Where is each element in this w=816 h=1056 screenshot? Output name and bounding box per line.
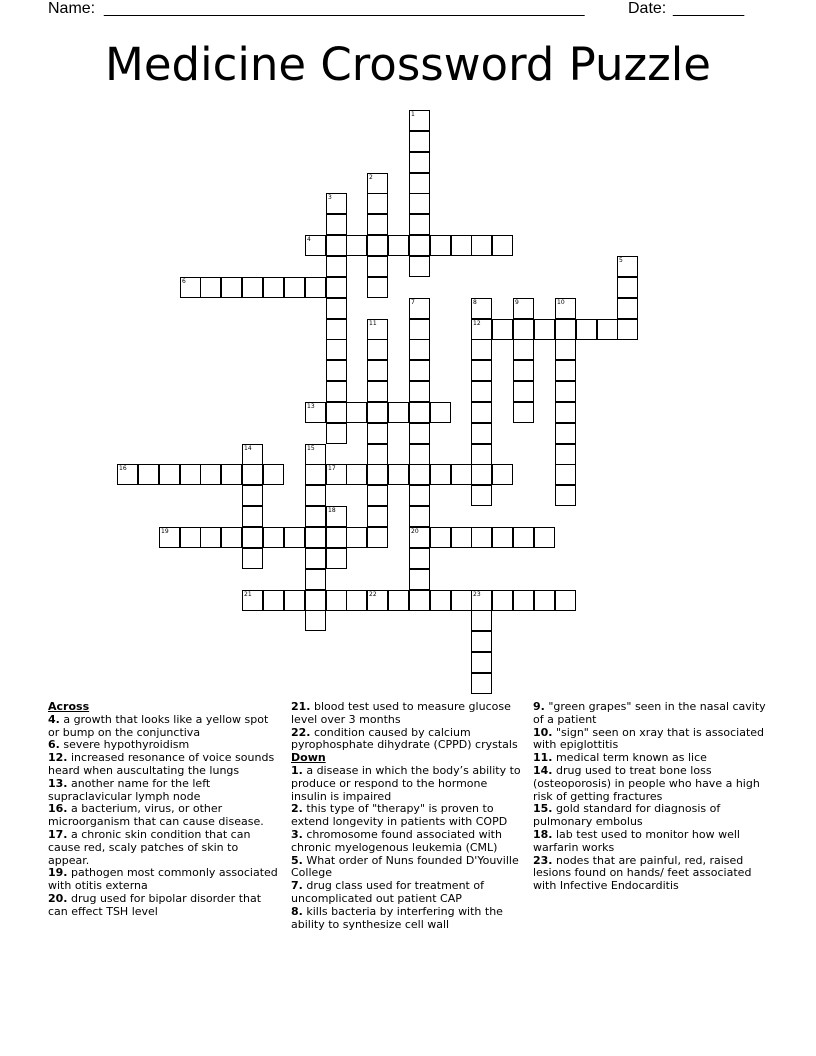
grid-cell[interactable]	[326, 339, 347, 360]
clues-column-2	[291, 701, 523, 931]
clue-number-label: 10	[557, 299, 565, 306]
clue-number-label: 11	[369, 320, 377, 327]
grid-cell[interactable]	[451, 464, 472, 485]
grid-cell[interactable]	[409, 298, 430, 319]
grid-cell[interactable]	[555, 590, 576, 611]
clue-text: kills bacteria by interfering with the ability to synthesize cell wall	[291, 904, 503, 931]
grid-cell[interactable]	[346, 402, 367, 423]
grid-cell[interactable]	[221, 527, 242, 548]
clue-text: nodes that are painful, red, raised lesions found on hands/ feet associated with Infective Endocarditis	[533, 853, 752, 893]
grid-cell[interactable]	[367, 277, 388, 298]
grid-cell[interactable]	[451, 235, 472, 256]
grid-cell[interactable]	[471, 631, 492, 652]
grid-cell[interactable]	[409, 173, 430, 194]
grid-cell[interactable]	[617, 277, 638, 298]
clue-text: lab test used to monitor how well warfarin works	[533, 827, 740, 854]
grid-cell[interactable]	[471, 485, 492, 506]
grid-cell[interactable]	[159, 464, 180, 485]
grid-cell[interactable]	[346, 235, 367, 256]
grid-cell[interactable]	[242, 506, 263, 527]
grid-cell[interactable]	[367, 506, 388, 527]
grid-cell[interactable]	[555, 381, 576, 402]
grid-cell[interactable]	[471, 360, 492, 381]
clue-text: pathogen most commonly associated with otitis externa	[48, 866, 278, 893]
grid-cell[interactable]	[471, 339, 492, 360]
grid-cell[interactable]	[471, 527, 492, 548]
grid-cell[interactable]	[326, 527, 347, 548]
grid-cell[interactable]	[471, 590, 492, 611]
grid-cell[interactable]	[430, 590, 451, 611]
grid-cell[interactable]	[409, 256, 430, 277]
clue-text: a growth that looks like a yellow spot or bump on the conjunctiva	[48, 712, 269, 739]
across-clue-22	[291, 727, 523, 753]
down-clue-14	[533, 765, 769, 803]
clue-number-label: 7	[411, 299, 415, 306]
clue-number-label: 19	[161, 528, 169, 535]
clue-number-label: 18	[328, 507, 336, 514]
clue-number: 4.	[48, 712, 60, 726]
down-clue-8	[291, 906, 523, 932]
clue-number: 11.	[533, 751, 553, 765]
grid-cell[interactable]	[534, 319, 555, 340]
clues-column-1	[48, 701, 278, 919]
clue-text: drug class used for treatment of uncomplicated out patient CAP	[291, 879, 484, 905]
clue-number: 18.	[533, 827, 553, 841]
grid-cell[interactable]	[492, 590, 513, 611]
clue-number: 22.	[291, 725, 311, 739]
grid-cell[interactable]	[200, 527, 221, 548]
grid-cell[interactable]	[242, 444, 263, 465]
grid-cell[interactable]	[409, 360, 430, 381]
grid-cell[interactable]	[326, 214, 347, 235]
grid-cell[interactable]	[367, 193, 388, 214]
clue-number: 6.	[48, 738, 60, 752]
clue-number: 5.	[291, 853, 303, 867]
grid-cell[interactable]	[326, 360, 347, 381]
grid-cell[interactable]	[471, 319, 492, 340]
clue-text: chromosome found associated with chronic myelogenous leukemia (CML)	[291, 827, 502, 854]
grid-cell[interactable]	[346, 590, 367, 611]
clue-number-label: 14	[244, 445, 252, 452]
grid-cell[interactable]	[409, 423, 430, 444]
clue-number-label: 4	[307, 236, 311, 243]
grid-cell[interactable]	[513, 319, 534, 340]
clue-number-label: 3	[328, 194, 332, 201]
clues-column-3	[533, 701, 769, 893]
grid-cell[interactable]	[284, 590, 305, 611]
clue-text: What order of Nuns founded D'Youville College	[291, 853, 519, 880]
grid-cell[interactable]	[513, 527, 534, 548]
grid-cell[interactable]	[305, 548, 326, 569]
grid-cell[interactable]	[284, 527, 305, 548]
clue-text: this type of "therapy" is proven to extend longevity in patients with COPD	[291, 802, 508, 829]
grid-cell[interactable]	[409, 590, 430, 611]
grid-cell[interactable]	[180, 464, 201, 485]
grid-cell[interactable]	[430, 402, 451, 423]
clue-text: blood test used to measure glucose level over 3 months	[291, 700, 511, 726]
grid-cell[interactable]	[326, 506, 347, 527]
clue-number: 1.	[291, 763, 303, 777]
clue-number: 16.	[48, 802, 68, 816]
grid-cell[interactable]	[555, 360, 576, 381]
grid-cell[interactable]	[409, 402, 430, 423]
grid-cell[interactable]	[597, 319, 618, 340]
grid-cell[interactable]	[367, 381, 388, 402]
clue-number-label: 1	[411, 111, 415, 118]
across-clue-12	[48, 752, 278, 778]
grid-cell[interactable]	[367, 256, 388, 277]
grid-cell[interactable]	[305, 277, 326, 298]
grid-cell[interactable]	[221, 277, 242, 298]
down-clue-23	[533, 855, 769, 893]
clue-text: a chronic skin condition that can cause red, scaly patches of skin to appear.	[48, 827, 251, 867]
grid-cell[interactable]	[471, 423, 492, 444]
grid-cell[interactable]	[409, 193, 430, 214]
grid-cell[interactable]	[263, 527, 284, 548]
grid-cell[interactable]	[326, 402, 347, 423]
grid-cell[interactable]	[555, 485, 576, 506]
name-field-line[interactable]: ______________________________________________________	[104, 0, 585, 17]
date-field-line[interactable]: ________	[673, 0, 745, 17]
across-heading: Across	[48, 700, 90, 713]
grid-cell[interactable]	[326, 423, 347, 444]
grid-cell[interactable]	[367, 527, 388, 548]
grid-cell[interactable]	[555, 339, 576, 360]
across-clue-19	[48, 867, 278, 893]
grid-cell[interactable]	[242, 277, 263, 298]
grid-cell[interactable]	[367, 339, 388, 360]
clue-number: 8.	[291, 904, 303, 918]
grid-cell[interactable]	[409, 527, 430, 548]
down-clue-2	[291, 803, 523, 829]
grid-cell[interactable]	[409, 381, 430, 402]
grid-cell[interactable]	[221, 464, 242, 485]
grid-cell[interactable]	[513, 298, 534, 319]
down-clue-15	[533, 803, 769, 829]
grid-cell[interactable]	[409, 235, 430, 256]
grid-cell[interactable]	[513, 339, 534, 360]
down-clue-5	[291, 855, 523, 881]
grid-cell[interactable]	[471, 673, 492, 694]
grid-cell[interactable]	[326, 381, 347, 402]
grid-cell[interactable]	[409, 131, 430, 152]
clue-number-label: 17	[328, 465, 336, 472]
grid-cell[interactable]	[430, 527, 451, 548]
grid-cell[interactable]	[555, 444, 576, 465]
clue-number: 14.	[533, 763, 553, 777]
clue-number-label: 16	[119, 465, 127, 472]
across-clue-17	[48, 829, 278, 867]
clue-number: 2.	[291, 802, 303, 816]
grid-cell[interactable]	[326, 464, 347, 485]
clue-number: 19.	[48, 866, 68, 880]
grid-cell[interactable]	[180, 527, 201, 548]
clue-number-label: 20	[411, 528, 419, 535]
grid-cell[interactable]	[471, 610, 492, 631]
grid-cell[interactable]	[430, 235, 451, 256]
grid-cell[interactable]	[409, 110, 430, 131]
across-clue-20	[48, 893, 278, 919]
grid-cell[interactable]	[242, 485, 263, 506]
grid-cell[interactable]	[305, 444, 326, 465]
grid-cell[interactable]	[242, 464, 263, 485]
grid-cell[interactable]	[367, 173, 388, 194]
grid-cell[interactable]	[617, 319, 638, 340]
down-clue-18	[533, 829, 769, 855]
clue-number-label: 6	[182, 278, 186, 285]
grid-cell[interactable]	[409, 506, 430, 527]
grid-cell[interactable]	[263, 590, 284, 611]
grid-cell[interactable]	[388, 464, 409, 485]
grid-cell[interactable]	[326, 319, 347, 340]
grid-cell[interactable]	[159, 527, 180, 548]
clue-number-label: 15	[307, 445, 315, 452]
grid-cell[interactable]	[388, 235, 409, 256]
grid-cell[interactable]	[305, 235, 326, 256]
grid-cell[interactable]	[513, 381, 534, 402]
grid-cell[interactable]	[346, 464, 367, 485]
clue-text: "green grapes" seen in the nasal cavity of a patient	[533, 700, 766, 726]
grid-cell[interactable]	[326, 256, 347, 277]
grid-cell[interactable]	[471, 652, 492, 673]
grid-cell[interactable]	[555, 464, 576, 485]
down-heading: Down	[291, 751, 326, 765]
grid-cell[interactable]	[367, 319, 388, 340]
grid-cell[interactable]	[471, 444, 492, 465]
grid-cell[interactable]	[242, 590, 263, 611]
grid-cell[interactable]	[471, 381, 492, 402]
grid-cell[interactable]	[305, 569, 326, 590]
clue-number-label: 8	[473, 299, 477, 306]
grid-cell[interactable]	[367, 423, 388, 444]
grid-cell[interactable]	[534, 527, 555, 548]
clue-number: 10.	[533, 725, 553, 739]
grid-cell[interactable]	[367, 464, 388, 485]
page-title: Medicine Crossword Puzzle	[105, 38, 711, 91]
grid-cell[interactable]	[305, 485, 326, 506]
grid-cell[interactable]	[492, 319, 513, 340]
grid-cell[interactable]	[138, 464, 159, 485]
header	[0, 0, 816, 22]
clue-number-label: 21	[244, 591, 252, 598]
grid-cell[interactable]	[326, 298, 347, 319]
clue-text: drug used to treat bone loss (osteoporosis) in people who have a high risk of getting fractures	[533, 763, 760, 803]
grid-cell[interactable]	[346, 527, 367, 548]
grid-cell[interactable]	[367, 444, 388, 465]
grid-cell[interactable]	[409, 548, 430, 569]
grid-cell[interactable]	[326, 277, 347, 298]
grid-cell[interactable]	[367, 235, 388, 256]
grid-cell[interactable]	[242, 527, 263, 548]
grid-cell[interactable]	[326, 193, 347, 214]
clue-text: drug used for bipolar disorder that can effect TSH level	[48, 891, 262, 918]
grid-cell[interactable]	[409, 319, 430, 340]
grid-cell[interactable]	[388, 590, 409, 611]
grid-cell[interactable]	[305, 506, 326, 527]
clue-number: 7.	[291, 879, 303, 893]
clue-text: gold standard for diagnosis of pulmonary embolus	[533, 802, 721, 829]
grid-cell[interactable]	[305, 527, 326, 548]
across-clue-21	[291, 701, 523, 727]
grid-cell[interactable]	[409, 569, 430, 590]
grid-cell[interactable]	[576, 319, 597, 340]
grid-cell[interactable]	[326, 548, 347, 569]
grid-cell[interactable]	[367, 485, 388, 506]
grid-cell[interactable]	[409, 464, 430, 485]
grid-cell[interactable]	[117, 464, 138, 485]
clue-text: a bacterium, virus, or other microorganism that can cause disease.	[48, 802, 264, 829]
grid-cell[interactable]	[471, 402, 492, 423]
clue-text: another name for the left supraclavicular lymph node	[48, 776, 211, 803]
grid-cell[interactable]	[471, 235, 492, 256]
grid-cell[interactable]	[451, 527, 472, 548]
grid-cell[interactable]	[388, 402, 409, 423]
clue-text: medical term known as lice	[552, 751, 707, 765]
grid-cell[interactable]	[617, 298, 638, 319]
grid-cell[interactable]	[367, 402, 388, 423]
clue-number: 17.	[48, 827, 68, 841]
grid-cell[interactable]	[555, 402, 576, 423]
down-clue-3	[291, 829, 523, 855]
grid-cell[interactable]	[617, 256, 638, 277]
grid-cell[interactable]	[555, 298, 576, 319]
clue-number-label: 12	[473, 320, 481, 327]
grid-cell[interactable]	[409, 214, 430, 235]
grid-cell[interactable]	[305, 590, 326, 611]
grid-cell[interactable]	[367, 214, 388, 235]
grid-cell[interactable]	[367, 360, 388, 381]
grid-cell[interactable]	[180, 277, 201, 298]
date-label: Date:	[628, 0, 667, 17]
grid-cell[interactable]	[471, 464, 492, 485]
grid-cell[interactable]	[326, 235, 347, 256]
clue-number-label: 23	[473, 591, 481, 598]
grid-cell[interactable]	[513, 590, 534, 611]
grid-cell[interactable]	[305, 464, 326, 485]
grid-cell[interactable]	[409, 444, 430, 465]
grid-cell[interactable]	[555, 423, 576, 444]
grid-cell[interactable]	[534, 590, 555, 611]
grid-cell[interactable]	[471, 298, 492, 319]
clue-text: condition caused by calcium pyrophosphate dihydrate (CPPD) crystals	[291, 725, 518, 752]
across-clue-16	[48, 803, 278, 829]
grid-cell[interactable]	[367, 590, 388, 611]
grid-cell[interactable]	[492, 527, 513, 548]
grid-cell[interactable]	[430, 464, 451, 485]
across-clue-4	[48, 714, 278, 740]
clue-number: 20.	[48, 891, 68, 905]
clue-number-label: 13	[307, 403, 315, 410]
grid-cell[interactable]	[409, 152, 430, 173]
grid-cell[interactable]	[263, 464, 284, 485]
down-clue-1	[291, 765, 523, 803]
clue-number-label: 9	[515, 299, 519, 306]
across-clue-13	[48, 778, 278, 804]
grid-cell[interactable]	[555, 319, 576, 340]
clue-number: 12.	[48, 751, 68, 765]
clue-number: 3.	[291, 827, 303, 841]
clue-text: increased resonance of voice sounds heard when auscultating the lungs	[48, 751, 275, 777]
clue-number-label: 22	[369, 591, 377, 598]
grid-cell[interactable]	[284, 277, 305, 298]
clue-text: severe hypothyroidism	[59, 738, 190, 752]
down-clue-9	[533, 701, 769, 727]
grid-cell[interactable]	[513, 402, 534, 423]
down-clue-10	[533, 727, 769, 753]
clue-number: 23.	[533, 853, 553, 867]
grid-cell[interactable]	[242, 548, 263, 569]
grid-cell[interactable]	[200, 277, 221, 298]
grid-cell[interactable]	[263, 277, 284, 298]
clue-text: a disease in which the body’s ability to produce or respond to the hormone insulin is impaired	[291, 763, 521, 803]
clue-number: 9.	[533, 700, 545, 713]
grid-cell[interactable]	[492, 464, 513, 485]
clue-number: 13.	[48, 776, 68, 790]
grid-cell[interactable]	[305, 402, 326, 423]
down-clue-7	[291, 880, 523, 906]
clue-number: 21.	[291, 700, 311, 713]
clue-number-label: 5	[619, 257, 623, 264]
clue-text: "sign" seen on xray that is associated with epiglottitis	[533, 725, 765, 752]
name-label: Name:	[48, 0, 96, 17]
grid-cell[interactable]	[305, 610, 326, 631]
clue-number: 15.	[533, 802, 553, 816]
grid-cell[interactable]	[326, 590, 347, 611]
grid-cell[interactable]	[513, 360, 534, 381]
grid-cell[interactable]	[409, 485, 430, 506]
grid-cell[interactable]	[409, 339, 430, 360]
clue-number-label: 2	[369, 174, 373, 181]
grid-cell[interactable]	[451, 590, 472, 611]
grid-cell[interactable]	[492, 235, 513, 256]
grid-cell[interactable]	[200, 464, 221, 485]
